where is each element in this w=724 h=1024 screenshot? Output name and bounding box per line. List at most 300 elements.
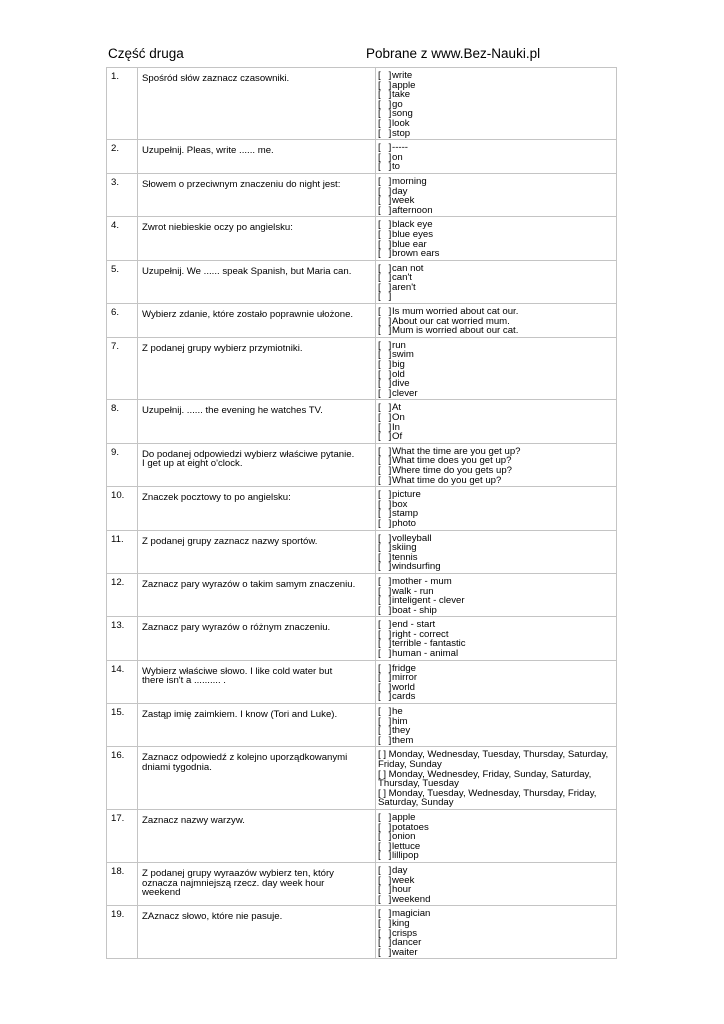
question-row (107, 660, 617, 703)
checkbox-bracket[interactable]: [ ] (378, 291, 392, 303)
answer-option[interactable] (378, 370, 614, 380)
answer-option[interactable] (378, 292, 614, 302)
option-label: Monday, Tuesday, Wednesday, Thursday, Friday, Saturday, Sunday (378, 787, 597, 809)
header-source: Pobrane z www.Bez-Nauki.pl (366, 46, 541, 61)
checkbox-bracket[interactable]: [ ] (378, 219, 392, 231)
answer-option[interactable] (378, 283, 614, 293)
checkbox-bracket[interactable]: [ ] (378, 151, 392, 163)
option-label: human - animal (392, 648, 459, 660)
header-title: Część druga (108, 46, 184, 61)
option-label: weekend (392, 893, 431, 905)
option-label: to (392, 161, 401, 173)
checkbox-bracket[interactable]: [ ] (378, 349, 392, 361)
quiz-table (106, 67, 617, 959)
option-label: week (392, 195, 415, 207)
answer-options (376, 660, 617, 703)
option-label: walk - run (392, 585, 434, 597)
answer-options (376, 400, 617, 443)
option-label: box (392, 498, 408, 510)
checkbox-bracket[interactable]: [ ] (378, 368, 392, 380)
option-label: mirror (392, 672, 418, 684)
question-row (107, 337, 617, 400)
question-row (107, 747, 617, 810)
option-label: morning (392, 175, 427, 187)
checkbox-bracket[interactable]: [ ] (378, 706, 392, 718)
checkbox-bracket[interactable]: [ ] (378, 715, 392, 727)
answer-options (376, 530, 617, 573)
question-row (107, 304, 617, 338)
answer-option[interactable] (378, 264, 614, 274)
question-row (107, 617, 617, 660)
question-number: 10. (107, 487, 138, 530)
option-label: Is mum worried about cat our. (392, 306, 519, 318)
question-cell (138, 400, 376, 443)
option-label: magician (392, 908, 431, 920)
checkbox-bracket[interactable]: [ ] (378, 455, 392, 467)
option-label: Mum is worried about our cat. (392, 325, 519, 337)
checkbox-bracket[interactable]: [ ] (378, 734, 392, 746)
option-label: swim (392, 349, 414, 361)
answer-option[interactable] (378, 432, 614, 442)
answer-options (376, 337, 617, 400)
option-label: day (392, 185, 408, 197)
option-label: take (392, 89, 411, 101)
answer-options (376, 217, 617, 260)
checkbox-bracket[interactable]: [ ] (378, 927, 392, 939)
answer-option[interactable] (378, 692, 614, 702)
checkbox-bracket[interactable]: [ ] (378, 281, 392, 293)
option-label: mother - mum (392, 575, 452, 587)
checkbox-bracket[interactable]: [ ] (378, 850, 392, 862)
checkbox-bracket[interactable]: [ ] (378, 874, 392, 886)
checkbox-bracket[interactable]: [ ] (378, 431, 392, 443)
checkbox-bracket[interactable]: [ ] (378, 387, 392, 399)
checkbox-bracket[interactable]: [ ] (378, 142, 392, 154)
question-cell (138, 487, 376, 530)
question-row (107, 704, 617, 747)
checkbox-bracket[interactable]: [ ] (378, 884, 392, 896)
checkbox-bracket[interactable]: [ ] (378, 359, 392, 371)
question-cell (138, 260, 376, 303)
question-row (107, 443, 617, 486)
answer-option[interactable] (378, 177, 614, 187)
question-cell (138, 747, 376, 810)
checkbox-bracket[interactable]: [ ] (378, 749, 389, 761)
answer-option[interactable] (378, 423, 614, 433)
checkbox-bracket[interactable]: [ ] (378, 561, 392, 573)
answer-option[interactable] (378, 726, 614, 736)
checkbox-bracket[interactable]: [ ] (378, 508, 392, 520)
question-text: Z podanej grupy wybierz przymiotniki. (142, 342, 303, 354)
answer-option[interactable] (378, 403, 614, 413)
answer-options (376, 487, 617, 530)
question-text: Zaznacz odpowiedź z kolejno uporządkowanymi dniami tygodnia. (142, 752, 348, 773)
question-text: Uzupełnij. We ...... speak Spanish, but Maria can. (142, 265, 352, 277)
question-cell (138, 217, 376, 260)
option-label: afternoon (392, 204, 433, 216)
question-number: 5. (107, 260, 138, 303)
answer-option[interactable] (378, 129, 614, 139)
option-label: aren't (392, 281, 416, 293)
answer-option[interactable] (378, 717, 614, 727)
question-text: Zastąp imię zaimkiem. I know (Tori and Luke). (142, 709, 338, 721)
question-text: ZAznacz słowo, które nie pasuje. (142, 911, 283, 923)
answer-options (376, 443, 617, 486)
question-cell (138, 704, 376, 747)
checkbox-bracket[interactable]: [ ] (378, 248, 392, 260)
option-label: crisps (392, 927, 418, 939)
answer-option[interactable] (378, 562, 614, 572)
checkbox-bracket[interactable]: [ ] (378, 908, 392, 920)
question-row (107, 487, 617, 530)
option-label: In (392, 421, 401, 433)
checkbox-bracket[interactable]: [ ] (378, 195, 392, 207)
option-label: tennis (392, 551, 418, 563)
answer-option[interactable] (378, 119, 614, 129)
question-cell (138, 862, 376, 905)
option-label: apple (392, 811, 416, 823)
answer-option[interactable] (378, 476, 614, 486)
option-label: photo (392, 517, 417, 529)
checkbox-bracket[interactable]: [ ] (378, 464, 392, 476)
option-label: onion (392, 831, 416, 843)
answer-option[interactable] (378, 789, 614, 808)
question-row (107, 862, 617, 905)
checkbox-bracket[interactable]: [ ] (378, 672, 392, 684)
checkbox-bracket[interactable]: [ ] (378, 421, 392, 433)
option-label: stamp (392, 508, 419, 520)
checkbox-bracket[interactable]: [ ] (378, 691, 392, 703)
question-row (107, 906, 617, 959)
option-label: day (392, 864, 408, 876)
option-label: run (392, 339, 406, 351)
option-label: him (392, 715, 408, 727)
option-label: What the time are you get up? (392, 445, 521, 457)
option-label: lettuce (392, 840, 421, 852)
answer-options (376, 704, 617, 747)
answer-option[interactable] (378, 606, 614, 616)
question-cell (138, 337, 376, 400)
checkbox-bracket[interactable]: [ ] (378, 161, 392, 173)
option-label: them (392, 734, 414, 746)
option-label: What time does you get up? (392, 455, 512, 467)
checkbox-bracket[interactable]: [ ] (378, 262, 392, 274)
option-label: terrible - fantastic (392, 638, 466, 650)
answer-option[interactable] (378, 100, 614, 110)
checkbox-bracket[interactable]: [ ] (378, 595, 392, 607)
question-cell (138, 660, 376, 703)
option-label: can't (392, 272, 412, 284)
checkbox-bracket[interactable]: [ ] (378, 768, 389, 780)
checkbox-bracket[interactable]: [ ] (378, 811, 392, 823)
answer-option[interactable] (378, 895, 614, 905)
option-label: they (392, 725, 411, 737)
question-text: Uzupełnij. Pleas, write ...... me. (142, 145, 274, 157)
checkbox-bracket[interactable]: [ ] (378, 681, 392, 693)
answer-option[interactable] (378, 389, 614, 399)
option-label: boat - ship (392, 604, 437, 616)
checkbox-bracket[interactable]: [ ] (378, 648, 392, 660)
option-label: write (392, 70, 413, 81)
checkbox-bracket[interactable]: [ ] (378, 821, 392, 833)
question-number: 7. (107, 337, 138, 400)
option-label: dive (392, 378, 410, 390)
question-text: Znaczek pocztowy to po angielsku: (142, 492, 291, 504)
checkbox-bracket[interactable]: [ ] (378, 542, 392, 554)
question-number: 11. (107, 530, 138, 573)
answer-option[interactable] (378, 876, 614, 886)
option-label: On (392, 412, 405, 423)
question-cell (138, 906, 376, 959)
question-row (107, 140, 617, 174)
question-cell (138, 617, 376, 660)
question-text: Zaznacz nazwy warzyw. (142, 814, 245, 826)
answer-option[interactable] (378, 153, 614, 163)
option-label: cards (392, 691, 416, 703)
answer-options (376, 862, 617, 905)
question-row (107, 400, 617, 443)
option-label: waiter (392, 946, 418, 958)
checkbox-bracket[interactable]: [ ] (378, 532, 392, 544)
question-cell (138, 573, 376, 616)
checkbox-bracket[interactable]: [ ] (378, 98, 392, 110)
checkbox-bracket[interactable]: [ ] (378, 787, 389, 799)
question-number: 8. (107, 400, 138, 443)
option-label: skiing (392, 542, 417, 554)
checkbox-bracket[interactable]: [ ] (378, 946, 392, 958)
checkbox-bracket[interactable]: [ ] (378, 662, 392, 674)
question-number: 1. (107, 68, 138, 140)
option-label: hour (392, 884, 412, 896)
checkbox-bracket[interactable]: [ ] (378, 204, 392, 216)
option-label: song (392, 108, 413, 120)
answer-option[interactable] (378, 249, 614, 259)
checkbox-bracket[interactable]: [ ] (378, 108, 392, 120)
checkbox-bracket[interactable]: [ ] (378, 864, 392, 876)
checkbox-bracket[interactable]: [ ] (378, 628, 392, 640)
checkbox-bracket[interactable]: [ ] (378, 917, 392, 929)
checkbox-bracket[interactable]: [ ] (378, 339, 392, 351)
option-label: world (392, 681, 415, 693)
checkbox-bracket[interactable]: [ ] (378, 185, 392, 197)
question-row (107, 260, 617, 303)
question-text: Zwrot niebieskie oczy po angielsku: (142, 222, 293, 234)
answer-options (376, 140, 617, 174)
option-label: potatoes (392, 821, 429, 833)
checkbox-bracket[interactable]: [ ] (378, 412, 392, 423)
checkbox-bracket[interactable]: [ ] (378, 89, 392, 101)
checkbox-bracket[interactable]: [ ] (378, 575, 392, 587)
question-number: 15. (107, 704, 138, 747)
question-text: Spośród słów zaznacz czasowniki. (142, 73, 290, 84)
question-cell (138, 809, 376, 862)
option-label: At (392, 402, 402, 414)
checkbox-bracket[interactable]: [ ] (378, 325, 392, 337)
question-number: 2. (107, 140, 138, 174)
checkbox-bracket[interactable]: [ ] (378, 638, 392, 650)
checkbox-bracket[interactable]: [ ] (378, 831, 392, 843)
option-label: Of (392, 431, 403, 443)
question-number: 14. (107, 660, 138, 703)
question-text: Z podanej grupy wyraazów wybierz ten, który oznacza najmniejszą rzecz. day week hour weekend (142, 867, 334, 899)
answer-option[interactable] (378, 649, 614, 659)
question-text: Uzupełnij. ...... the evening he watches TV. (142, 405, 323, 417)
checkbox-bracket[interactable]: [ ] (378, 517, 392, 529)
option-label: end - start (392, 619, 436, 631)
option-label: look (392, 117, 410, 129)
option-label: ----- (392, 142, 408, 154)
option-label: stop (392, 127, 411, 139)
answer-option[interactable] (378, 350, 614, 360)
option-label: inteligent - clever (392, 595, 465, 607)
question-text: Z podanej grupy zaznacz nazwy sportów. (142, 535, 318, 547)
checkbox-bracket[interactable]: [ ] (378, 489, 392, 501)
checkbox-bracket[interactable]: [ ] (378, 937, 392, 949)
answer-option[interactable] (378, 770, 614, 789)
option-label: blue ear (392, 238, 427, 250)
answer-option[interactable] (378, 750, 614, 769)
checkbox-bracket[interactable]: [ ] (378, 117, 392, 129)
checkbox-bracket[interactable]: [ ] (378, 474, 392, 486)
option-label: Monday, Wednesday, Tuesday, Thursday, Saturday, Friday, Sunday (378, 749, 609, 770)
question-row (107, 573, 617, 616)
answer-option[interactable] (378, 707, 614, 717)
option-label: king (392, 917, 410, 929)
option-label: black eye (392, 219, 433, 231)
question-text: Słowem o przeciwnym znaczeniu do night jest: (142, 178, 341, 190)
answer-option[interactable] (378, 81, 614, 91)
question-row (107, 173, 617, 216)
checkbox-bracket[interactable]: [ ] (378, 893, 392, 905)
checkbox-bracket[interactable]: [ ] (378, 228, 392, 240)
option-label: brown ears (392, 248, 440, 260)
option-label: picture (392, 489, 421, 501)
question-row (107, 217, 617, 260)
option-label: clever (392, 387, 418, 399)
checkbox-bracket[interactable]: [ ] (378, 585, 392, 597)
question-text: Zaznacz pary wyrazów o takim samym znaczeniu. (142, 578, 356, 590)
answer-option[interactable] (378, 519, 614, 529)
answer-option[interactable] (378, 206, 614, 216)
option-label: Where time do you gets up? (392, 464, 512, 476)
checkbox-bracket[interactable]: [ ] (378, 619, 392, 631)
answer-options (376, 173, 617, 216)
question-cell (138, 304, 376, 338)
answer-option[interactable] (378, 143, 614, 153)
option-label: lillipop (392, 850, 419, 862)
option-label: big (392, 359, 405, 371)
answer-options (376, 617, 617, 660)
answer-option[interactable] (378, 490, 614, 500)
checkbox-bracket[interactable]: [ ] (378, 378, 392, 390)
option-label: fridge (392, 662, 416, 674)
checkbox-bracket[interactable]: [ ] (378, 306, 392, 318)
answer-option[interactable] (378, 413, 614, 423)
question-number: 16. (107, 747, 138, 810)
answer-option[interactable] (378, 736, 614, 746)
question-row (107, 809, 617, 862)
answer-option[interactable] (378, 162, 614, 172)
checkbox-bracket[interactable]: [ ] (378, 725, 392, 737)
answer-option[interactable] (378, 851, 614, 861)
option-label: go (392, 98, 403, 110)
question-text: Zaznacz pary wyrazów o różnym znaczeniu. (142, 622, 331, 634)
question-row (107, 530, 617, 573)
question-text: Wybierz właściwe słowo. I like cold water but there isn't a .......... . (142, 665, 333, 687)
option-label: blue eyes (392, 228, 434, 240)
checkbox-bracket[interactable]: [ ] (378, 498, 392, 510)
checkbox-bracket[interactable]: [ ] (378, 604, 392, 616)
question-cell (138, 530, 376, 573)
answer-options (376, 809, 617, 862)
question-text: Do podanej odpowiedzi wybierz właściwe pytanie. I get up at eight o'clock. (142, 448, 355, 470)
page-header (108, 46, 628, 66)
question-number: 12. (107, 573, 138, 616)
checkbox-bracket[interactable]: [ ] (378, 79, 392, 91)
question-cell (138, 173, 376, 216)
question-number: 19. (107, 906, 138, 959)
question-number: 13. (107, 617, 138, 660)
answer-option[interactable] (378, 909, 614, 919)
question-number: 9. (107, 443, 138, 486)
answer-options (376, 906, 617, 959)
question-cell (138, 68, 376, 140)
answer-option[interactable] (378, 948, 614, 958)
question-number: 6. (107, 304, 138, 338)
checkbox-bracket[interactable]: [ ] (378, 402, 392, 414)
option-label: right - correct (392, 628, 449, 640)
option-label: old (392, 368, 405, 380)
answer-options (376, 260, 617, 303)
option-label: week (392, 874, 415, 886)
checkbox-bracket[interactable]: [ ] (378, 445, 392, 457)
checkbox-bracket[interactable]: [ ] (378, 840, 392, 852)
answer-option[interactable] (378, 109, 614, 119)
question-number: 18. (107, 862, 138, 905)
checkbox-bracket[interactable]: [ ] (378, 551, 392, 563)
answer-options (376, 573, 617, 616)
question-number: 4. (107, 217, 138, 260)
checkbox-bracket[interactable]: [ ] (378, 238, 392, 250)
checkbox-bracket[interactable]: [ ] (378, 127, 392, 139)
option-label: Monday, Wednesdey, Friday, Sunday, Saturday, Thursday, Tuesday (378, 768, 592, 790)
option-label: can not (392, 262, 424, 274)
option-label: What time do you get up? (392, 474, 502, 486)
option-label: dancer (392, 937, 422, 949)
option-label: windsurfing (392, 561, 441, 573)
question-row (107, 68, 617, 140)
question-cell (138, 140, 376, 174)
answer-option[interactable] (378, 326, 614, 336)
option-label: apple (392, 79, 416, 91)
checkbox-bracket[interactable]: [ ] (378, 70, 392, 81)
option-label: on (392, 151, 403, 163)
checkbox-bracket[interactable]: [ ] (378, 315, 392, 327)
option-label: volleyball (392, 532, 432, 544)
answer-option[interactable] (378, 360, 614, 370)
checkbox-bracket[interactable]: [ ] (378, 175, 392, 187)
answer-options (376, 68, 617, 140)
answer-options (376, 304, 617, 338)
option-label: About our cat worried mum. (392, 315, 510, 327)
answer-option[interactable] (378, 90, 614, 100)
question-cell (138, 443, 376, 486)
checkbox-bracket[interactable]: [ ] (378, 272, 392, 284)
question-text: Wybierz zdanie, które zostało poprawnie ułożone. (142, 309, 354, 321)
option-label: he (392, 706, 403, 718)
answer-options (376, 747, 617, 810)
question-number: 3. (107, 173, 138, 216)
